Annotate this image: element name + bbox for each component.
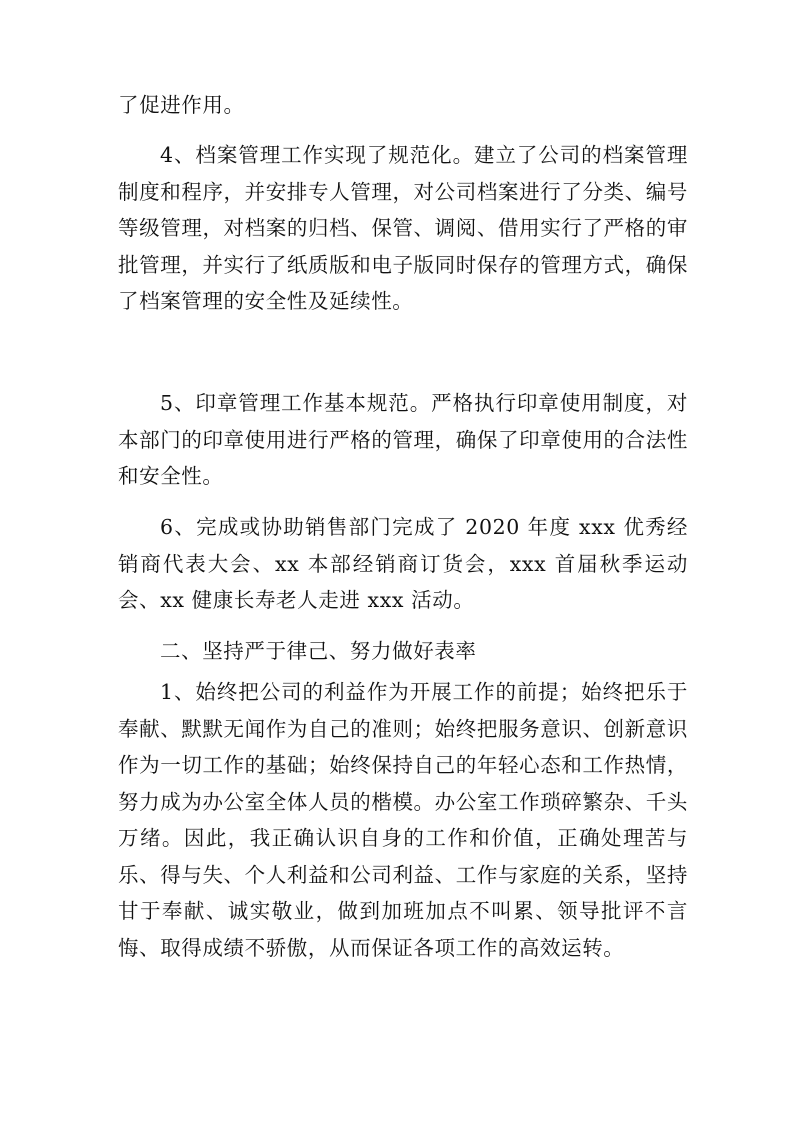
paragraph-continuation: 了促进作用。 (118, 93, 245, 117)
paragraph-company-interest: 1、始终把公司的利益作为开展工作的前提；始终把乐于奉献、默默无闻作为自己的准则；始终把服务意识、创新意识作为一切工作的基础；始终保持自己的年轻心态和工作热情，努力成为办公室全体人员的楷模。办公室工作琐碎繁杂、千头万绪。因此，我正确认识自身的工作和价值，正确处理苦与乐、得与失、个人利益和公司利益、工作与家庭的关系，坚持甘于奉献、诚实敬业，做到加班加点不叫累、领导批评不言悔、取得成绩不骄傲，从而保证各项工作的高效运转。 (118, 680, 688, 960)
section-heading-self-discipline: 二、坚持严于律己、努力做好表率 (160, 639, 477, 663)
paragraph-seal-management: 5、印章管理工作基本规范。严格执行印章使用制度，对本部门的印章使用进行严格的管理，确保了印章使用的合法性和安全性。 (118, 391, 688, 488)
paragraph-event-support: 6、完成或协助销售部门完成了 2020 年度 xxx 优秀经销商代表大会、xx 本部经销商订货会，xxx 首届秋季运动会、xx 健康长寿老人走进 xxx 活动。 (118, 515, 688, 612)
paragraph-archive-management: 4、档案管理工作实现了规范化。建立了公司的档案管理制度和程序，并安排专人管理，对公司档案进行了分类、编号等级管理，对档案的归档、保管、调阅、借用实行了严格的审批管理，并实行了纸质版和电子版同时保存的管理方式，确保了档案管理的安全性及延续性。 (118, 143, 688, 313)
